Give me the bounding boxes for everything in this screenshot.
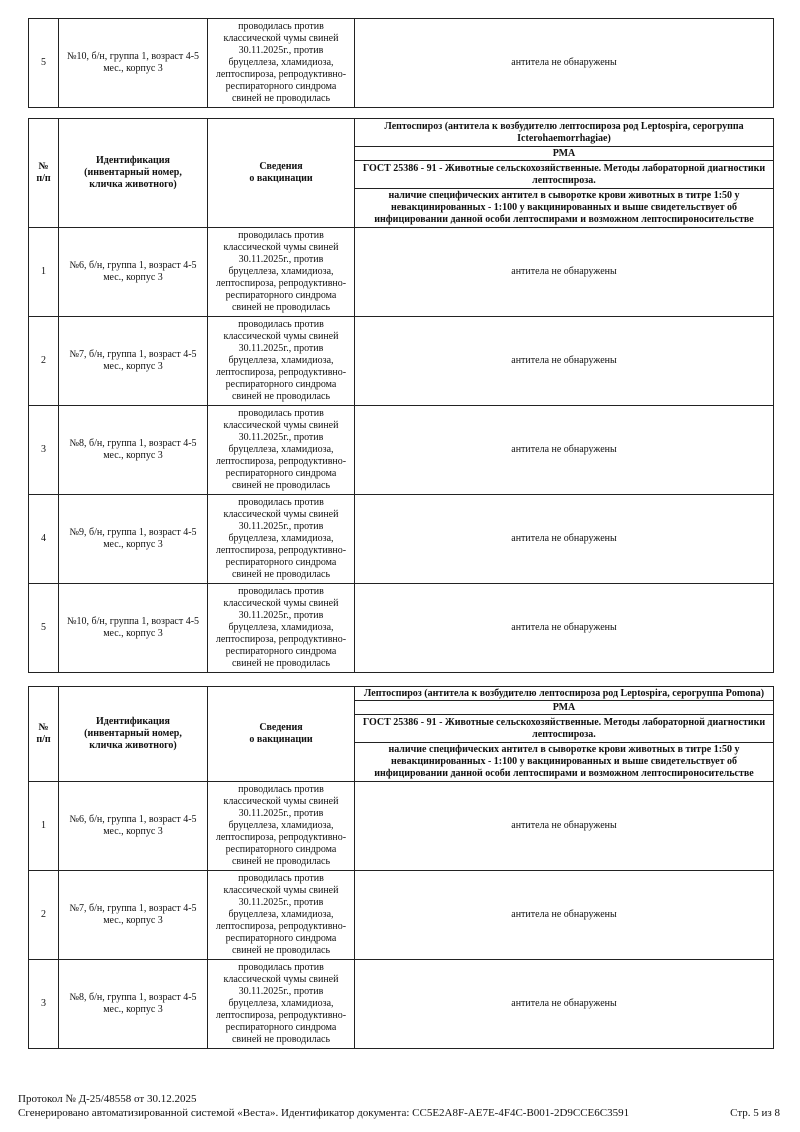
test-name: Лептоспироз (антитела к возбудителю лептоспироза род Leptospira, серогруппа Icterohaemorrhagiae) — [355, 119, 774, 147]
table-row — [29, 317, 774, 406]
header-identification: Идентификация (инвентарный номер, кличка животного) — [59, 119, 208, 228]
header-identification: Идентификация (инвентарный номер, кличка животного) — [59, 687, 208, 782]
animal-identification: №8, б/н, группа 1, возраст 4-5 мес., корпус 3 — [59, 960, 208, 1049]
method-rma: РМА — [355, 701, 774, 715]
row-number: 5 — [29, 584, 59, 673]
row-number: 2 — [29, 871, 59, 960]
page-number: Стр. 5 из 8 — [730, 1107, 780, 1119]
row-number: 1 — [29, 782, 59, 871]
row-number: 3 — [29, 960, 59, 1049]
vaccination-info: проводилась против классической чумы свиней 30.11.2025г., против бруцеллеза, хламидиоза, лептоспироза, репродуктивно- респираторного синдрома свиней не проводилась — [208, 19, 355, 108]
vaccination-info: проводилась против классической чумы свиней 30.11.2025г., против бруцеллеза, хламидиоза, лептоспироза, репродуктивно- респираторного синдрома свиней не проводилась — [208, 584, 355, 673]
interpretation-criterion: наличие специфических антител в сыворотке крови животных в титре 1:50 у невакцинированных - 1:100 у вакцинированных и выше свидетельствует об инфицировании данной особи лептоспирами и возможном лептоспироносительстве — [355, 189, 774, 228]
vaccination-info: проводилась против классической чумы свиней 30.11.2025г., против бруцеллеза, хламидиоза, лептоспироза, репродуктивно- респираторного синдрома свиней не проводилась — [208, 871, 355, 960]
animal-identification: №9, б/н, группа 1, возраст 4-5 мес., корпус 3 — [59, 495, 208, 584]
test-result: антитела не обнаружены — [355, 19, 774, 108]
test-result: антитела не обнаружены — [355, 317, 774, 406]
vaccination-info: проводилась против классической чумы свиней 30.11.2025г., против бруцеллеза, хламидиоза, лептоспироза, репродуктивно- респираторного синдрома свиней не проводилась — [208, 960, 355, 1049]
generated-note: Сгенерировано автоматизированной системой «Веста». Идентификатор документа: CC5E2A8F-AE7E-4F4C-B001-2D9CCE6C3591 — [18, 1107, 630, 1119]
row-number: 5 — [29, 19, 59, 108]
header-vaccination: Сведения о вакцинации — [208, 687, 355, 782]
row-number: 4 — [29, 495, 59, 584]
table-row — [29, 584, 774, 673]
animal-identification: №6, б/н, группа 1, возраст 4-5 мес., корпус 3 — [59, 228, 208, 317]
leptospirosis-icterohaemorrhagiae-table — [28, 118, 774, 673]
header-number: № п/п — [29, 119, 59, 228]
animal-identification: №10, б/н, группа 1, возраст 4-5 мес., корпус 3 — [59, 584, 208, 673]
test-name: Лептоспироз (антитела к возбудителю лептоспироза род Leptospira, серогруппа Pomona) — [355, 687, 774, 701]
animal-identification: №10, б/н, группа 1, возраст 4-5 мес., корпус 3 — [59, 19, 208, 108]
animal-identification: №8, б/н, группа 1, возраст 4-5 мес., корпус 3 — [59, 406, 208, 495]
row-number: 1 — [29, 228, 59, 317]
animal-identification: №7, б/н, группа 1, возраст 4-5 мес., корпус 3 — [59, 317, 208, 406]
test-result: антитела не обнаружены — [355, 228, 774, 317]
table-row — [29, 19, 774, 108]
animal-identification: №6, б/н, группа 1, возраст 4-5 мес., корпус 3 — [59, 782, 208, 871]
method-gost: ГОСТ 25386 - 91 - Животные сельскохозяйственные. Методы лабораторной диагностики лептоспироза. — [355, 161, 774, 189]
test-result: антитела не обнаружены — [355, 406, 774, 495]
animal-identification: №7, б/н, группа 1, возраст 4-5 мес., корпус 3 — [59, 871, 208, 960]
interpretation-criterion: наличие специфических антител в сыворотке крови животных в титре 1:50 у невакцинированных - 1:100 у вакцинированных и выше свидетельствует об инфицировании данной особи лептоспирами и возможном лептоспироносительстве — [355, 743, 774, 782]
table-row — [29, 871, 774, 960]
test-result: антитела не обнаружены — [355, 584, 774, 673]
row-number: 3 — [29, 406, 59, 495]
test-result: антитела не обнаружены — [355, 960, 774, 1049]
table-row — [29, 406, 774, 495]
vaccination-info: проводилась против классической чумы свиней 30.11.2025г., против бруцеллеза, хламидиоза, лептоспироза, репродуктивно- респираторного синдрома свиней не проводилась — [208, 782, 355, 871]
method-gost: ГОСТ 25386 - 91 - Животные сельскохозяйственные. Методы лабораторной диагностики лептоспироза. — [355, 715, 774, 743]
vaccination-info: проводилась против классической чумы свиней 30.11.2025г., против бруцеллеза, хламидиоза, лептоспироза, репродуктивно- респираторного синдрома свиней не проводилась — [208, 495, 355, 584]
test-result: антитела не обнаружены — [355, 871, 774, 960]
table-row — [29, 495, 774, 584]
header-number: № п/п — [29, 687, 59, 782]
vaccination-info: проводилась против классической чумы свиней 30.11.2025г., против бруцеллеза, хламидиоза, лептоспироза, репродуктивно- респираторного синдрома свиней не проводилась — [208, 406, 355, 495]
test-result: антитела не обнаружены — [355, 495, 774, 584]
table-row — [29, 228, 774, 317]
table-row — [29, 782, 774, 871]
vaccination-info: проводилась против классической чумы свиней 30.11.2025г., против бруцеллеза, хламидиоза, лептоспироза, репродуктивно- респираторного синдрома свиней не проводилась — [208, 317, 355, 406]
vaccination-info: проводилась против классической чумы свиней 30.11.2025г., против бруцеллеза, хламидиоза, лептоспироза, репродуктивно- респираторного синдрома свиней не проводилась — [208, 228, 355, 317]
protocol-number: Протокол № Д-25/48558 от 30.12.2025 — [18, 1093, 197, 1105]
header-vaccination: Сведения о вакцинации — [208, 119, 355, 228]
continuation-table — [28, 18, 774, 108]
leptospirosis-pomona-table — [28, 686, 774, 1049]
table-row — [29, 960, 774, 1049]
test-result: антитела не обнаружены — [355, 782, 774, 871]
method-rma: РМА — [355, 147, 774, 161]
row-number: 2 — [29, 317, 59, 406]
